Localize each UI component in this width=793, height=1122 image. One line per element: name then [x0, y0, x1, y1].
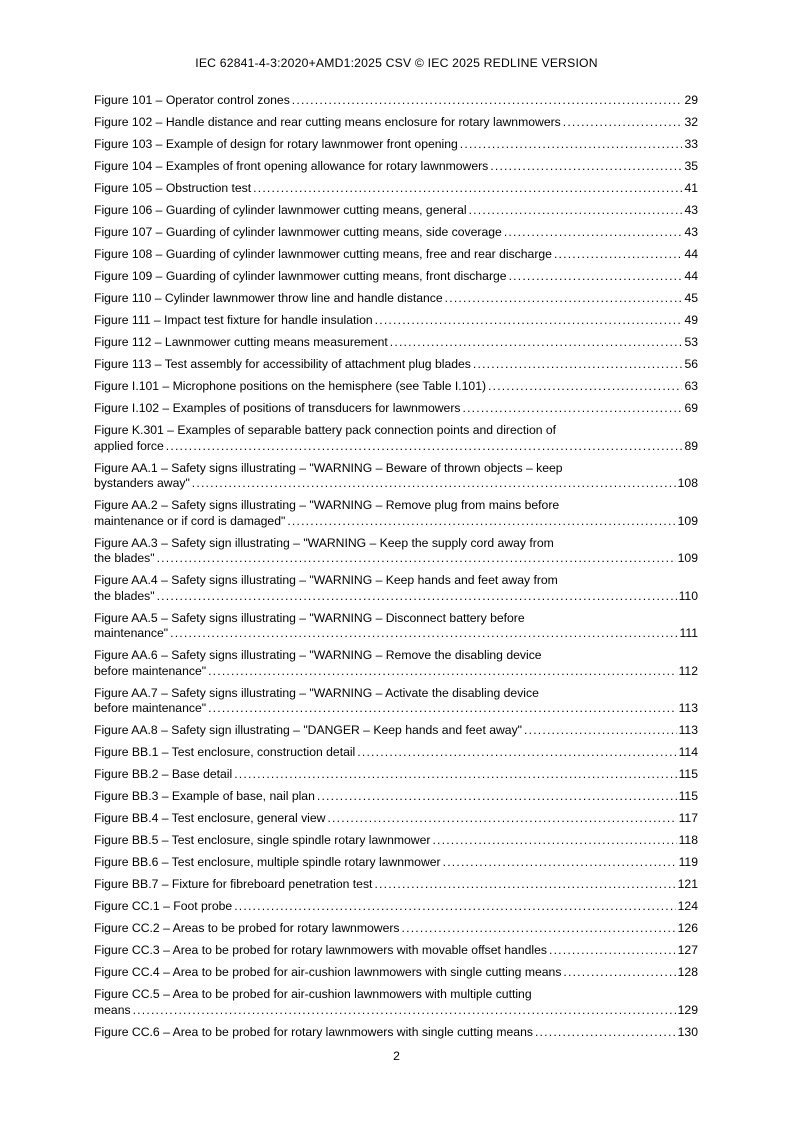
toc-entry-page: 111 [679, 626, 698, 640]
dot-leader [469, 203, 683, 219]
toc-entry-title: Figure BB.5 – Test enclosure, single spindle rotary lawnmower [94, 833, 431, 847]
toc-entry-page: 33 [684, 137, 698, 151]
dot-leader [287, 514, 675, 530]
toc-entry-title: before maintenance" [94, 663, 207, 678]
toc-entry-page: 35 [684, 159, 698, 173]
toc-entry[interactable] [94, 423, 698, 454]
toc-entry-title: Figure 101 – Operator control zones [94, 93, 290, 107]
toc-entry-title: the blades" [94, 551, 155, 565]
toc-entry-page: 108 [677, 476, 698, 490]
toc-entry-title-line1: Figure AA.3 – Safety sign illustrating – "WARNING – Keep the supply cord away from [94, 535, 554, 550]
toc-entry[interactable] [94, 93, 698, 109]
dot-leader [208, 701, 677, 717]
toc-entry-title: Figure AA.8 – Safety sign illustrating – "DANGER – Keep hands and feet away" [94, 723, 523, 737]
toc-entry-title-line1: Figure AA.2 – Safety signs illustrating – "WARNING – Remove plug from mains before [94, 498, 560, 512]
toc-entry-title: Figure 104 – Examples of front opening allowance for rotary lawnmowers [94, 159, 489, 173]
toc-entry[interactable] [94, 648, 698, 679]
toc-entry[interactable] [94, 723, 698, 739]
dot-leader [170, 626, 677, 642]
toc-entry[interactable] [94, 181, 698, 197]
toc-entry-page: 110 [678, 588, 698, 603]
toc-entry-page: 113 [678, 701, 698, 715]
toc-entry-title: Figure 102 – Handle distance and rear cutting means enclosure for rotary lawnmowers [94, 115, 561, 129]
dot-leader [357, 745, 676, 761]
dot-leader [445, 291, 683, 307]
toc-entry-title: Figure CC.1 – Foot probe [94, 899, 233, 913]
toc-entry-title-line1: Figure AA.5 – Safety signs illustrating – "WARNING – Disconnect battery before [94, 610, 525, 625]
toc-entry-title-line1: Figure K.301 – Examples of separable battery pack connection points and direction of [94, 423, 557, 437]
dot-leader [535, 1025, 676, 1041]
toc-entry-page: 45 [684, 291, 698, 305]
toc-entry-title: Figure BB.1 – Test enclosure, construction detail [94, 745, 356, 759]
toc-entry-page: 44 [684, 247, 698, 261]
toc-entry-page: 44 [684, 269, 698, 283]
toc-entry-title: Figure CC.3 – Area to be probed for rotary lawnmowers with movable offset handles [94, 943, 547, 957]
dot-leader [563, 115, 683, 131]
toc-entry[interactable] [94, 855, 698, 871]
toc-entry-title: Figure 112 – Lawnmower cutting means measurement [94, 335, 388, 349]
dot-leader [234, 767, 676, 783]
toc-entry-page: 115 [678, 789, 698, 803]
dot-leader [157, 589, 677, 605]
toc-entry-page: 32 [684, 115, 698, 129]
toc-entry[interactable] [94, 899, 698, 915]
dot-leader [253, 181, 682, 197]
dot-leader [208, 664, 677, 680]
toc-entry-page: 43 [684, 203, 698, 217]
toc-entry-page: 128 [677, 965, 698, 979]
toc-entry[interactable] [94, 811, 698, 827]
dot-leader [375, 313, 683, 329]
dot-leader [563, 965, 675, 981]
dot-leader [473, 357, 683, 373]
toc-entry-title-line1: Figure AA.1 – Safety signs illustrating – "WARNING – Beware of thrown objects – keep [94, 460, 563, 475]
toc-entry-page: 29 [684, 93, 698, 107]
dot-leader [133, 1003, 676, 1019]
toc-entry-page: 113 [678, 723, 698, 737]
toc-entry-title: Figure I.101 – Microphone positions on the hemisphere (see Table I.101) [94, 379, 487, 393]
toc-entry-page: 118 [678, 833, 698, 847]
toc-entry-page: 119 [678, 855, 698, 869]
toc-entry-page: 127 [677, 943, 698, 957]
toc-entry-page: 117 [678, 811, 698, 825]
toc-entry-page: 129 [677, 1002, 698, 1017]
toc-entry-title: Figure 107 – Guarding of cylinder lawnmower cutting means, side coverage [94, 225, 502, 239]
dot-leader [490, 159, 682, 175]
toc-entry[interactable] [94, 767, 698, 783]
toc-entry[interactable] [94, 611, 698, 642]
toc-entry-title: Figure 109 – Guarding of cylinder lawnmower cutting means, front discharge [94, 269, 507, 283]
toc-entry-title: Figure BB.6 – Test enclosure, multiple spindle rotary lawnmower [94, 855, 441, 869]
dot-leader [234, 899, 675, 915]
toc-entry[interactable] [94, 313, 698, 329]
page-number: 2 [393, 1049, 400, 1063]
toc-entry-title: means [94, 1002, 131, 1017]
toc-entry-title: Figure CC.6 – Area to be probed for rotary lawnmowers with single cutting means [94, 1024, 533, 1039]
toc-entry-title: Figure 105 – Obstruction test [94, 181, 252, 195]
toc-entry[interactable] [94, 357, 698, 373]
toc-entry[interactable] [94, 536, 698, 567]
dot-leader [402, 921, 676, 937]
toc-entry-page: 124 [677, 899, 698, 913]
toc-entry-title: maintenance" [94, 626, 169, 640]
toc-entry-page: 121 [677, 877, 698, 891]
page-header: IEC 62841-4-3:2020+AMD1:2025 CSV © IEC 2025 REDLINE VERSION [195, 56, 598, 70]
toc-entry-page: 130 [677, 1024, 698, 1039]
toc-entry[interactable] [94, 461, 698, 492]
toc-entry[interactable] [94, 745, 698, 761]
toc-entry-title: Figure BB.3 – Example of base, nail plan [94, 789, 315, 803]
toc-entry[interactable] [94, 921, 698, 937]
dot-leader [554, 247, 682, 263]
toc-entry[interactable] [94, 291, 698, 307]
toc-entry[interactable] [94, 379, 698, 395]
toc-entry[interactable] [94, 159, 698, 175]
toc-entry-title: Figure 108 – Guarding of cylinder lawnmower cutting means, free and rear discharge [94, 247, 552, 261]
toc-entry-title: bystanders away" [94, 476, 190, 490]
toc-entry-page: 53 [684, 335, 698, 349]
toc-entry-page: 89 [684, 438, 698, 453]
toc-entry[interactable] [94, 401, 698, 417]
dot-leader [292, 93, 683, 109]
toc-entry[interactable] [94, 833, 698, 849]
dot-leader [549, 943, 676, 959]
toc-entry-page: 115 [678, 767, 698, 781]
toc-entry-page: 56 [684, 357, 698, 371]
toc-entry-page: 43 [684, 225, 698, 239]
toc-entry[interactable] [94, 965, 698, 981]
toc-entry[interactable] [94, 789, 698, 805]
toc-entry-title-line1: Figure CC.5 – Area to be probed for air-cushion lawnmowers with multiple cutting [94, 987, 532, 1001]
dot-leader [374, 877, 675, 893]
toc-entry-page: 126 [677, 921, 698, 935]
toc-entry-page: 41 [684, 181, 698, 195]
toc-entry[interactable] [94, 573, 698, 604]
toc-entry-title: the blades" [94, 588, 155, 603]
toc-entry-title: Figure 111 – Impact test fixture for handle insulation [94, 313, 373, 327]
dot-leader [432, 833, 676, 849]
toc-entry[interactable] [94, 225, 698, 241]
toc-entry-page: 63 [684, 379, 698, 393]
toc-entry-title: Figure 113 – Test assembly for accessibility of attachment plug blades [94, 357, 471, 371]
toc-entry-title-line1: Figure AA.6 – Safety signs illustrating – "WARNING – Remove the disabling device [94, 648, 542, 662]
dot-leader [509, 269, 683, 285]
toc-entry-title: Figure BB.4 – Test enclosure, general view [94, 811, 326, 825]
dot-leader [524, 723, 677, 739]
toc-entry-page: 114 [678, 745, 698, 759]
dot-leader [192, 476, 676, 492]
toc-entry-title: Figure 106 – Guarding of cylinder lawnmower cutting means, general [94, 203, 467, 217]
toc-entry-page: 109 [677, 513, 698, 528]
toc-entry-title: Figure BB.7 – Fixture for fibreboard penetration test [94, 877, 373, 891]
toc-entry[interactable] [94, 1025, 698, 1041]
toc-entry[interactable] [94, 247, 698, 263]
toc-entry-title: before maintenance" [94, 701, 207, 715]
dot-leader [390, 335, 683, 351]
dot-leader [460, 137, 683, 153]
list-of-figures [94, 93, 698, 1047]
dot-leader [488, 379, 682, 395]
dot-leader [462, 401, 682, 417]
toc-entry-title: Figure 103 – Example of design for rotary lawnmower front opening [94, 137, 458, 151]
toc-entry[interactable] [94, 269, 698, 285]
toc-entry-title: Figure I.102 – Examples of positions of transducers for lawnmowers [94, 401, 461, 415]
toc-entry-title: applied force [94, 438, 164, 453]
toc-entry[interactable] [94, 115, 698, 131]
toc-entry-title: Figure 110 – Cylinder lawnmower throw line and handle distance [94, 291, 443, 305]
toc-entry[interactable] [94, 335, 698, 351]
toc-entry[interactable] [94, 943, 698, 959]
toc-entry-title-line1: Figure AA.4 – Safety signs illustrating – "WARNING – Keep hands and feet away from [94, 573, 558, 587]
dot-leader [166, 439, 683, 455]
toc-entry-page: 112 [678, 663, 698, 678]
toc-entry-page: 69 [684, 401, 698, 415]
toc-entry[interactable] [94, 203, 698, 219]
toc-entry[interactable] [94, 877, 698, 893]
toc-entry-page: 109 [677, 551, 698, 565]
toc-entry-title-line1: Figure AA.7 – Safety signs illustrating – "WARNING – Activate the disabling device [94, 685, 539, 700]
toc-entry-title: Figure CC.2 – Areas to be probed for rotary lawnmowers [94, 921, 400, 935]
dot-leader [317, 789, 677, 805]
toc-entry-title: maintenance or if cord is damaged" [94, 513, 286, 528]
dot-leader [443, 855, 677, 871]
toc-entry[interactable] [94, 137, 698, 153]
toc-entry[interactable] [94, 987, 698, 1018]
toc-entry[interactable] [94, 686, 698, 717]
toc-entry-title: Figure BB.2 – Base detail [94, 767, 233, 781]
dot-leader [327, 811, 676, 827]
toc-entry[interactable] [94, 498, 698, 529]
dot-leader [504, 225, 683, 241]
toc-entry-title: Figure CC.4 – Area to be probed for air-cushion lawnmowers with single cutting means [94, 965, 562, 979]
toc-entry-page: 49 [684, 313, 698, 327]
dot-leader [157, 551, 676, 567]
